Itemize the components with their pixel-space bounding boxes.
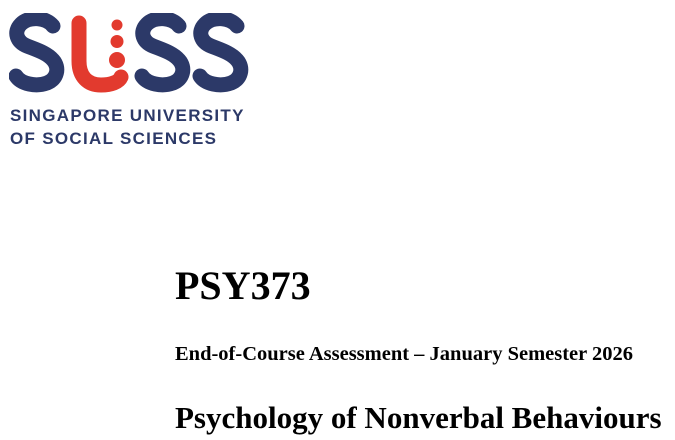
logo-letter-s2 — [142, 19, 183, 85]
logo-wordmark-line1: SINGAPORE UNIVERSITY — [10, 106, 245, 125]
logo-letter-s3 — [200, 19, 241, 85]
logo-dot-top — [112, 20, 123, 31]
logo-dot-middle — [111, 35, 124, 48]
suss-logo — [9, 13, 249, 148]
suss-logo-mark — [9, 13, 249, 94]
logo-letter-s1 — [16, 19, 57, 85]
assessment-title-line: End-of-Course Assessment – January Semester 2026 — [175, 343, 634, 365]
logo-wordmark — [10, 104, 245, 150]
course-code-heading: PSY373 — [175, 263, 311, 308]
logo-wordmark-line2: OF SOCIAL SCIENCES — [10, 129, 218, 148]
course-title-heading: Psychology of Nonverbal Behaviours — [175, 400, 662, 435]
logo-u-dots — [109, 20, 125, 69]
logo-dot-bottom — [109, 52, 125, 68]
